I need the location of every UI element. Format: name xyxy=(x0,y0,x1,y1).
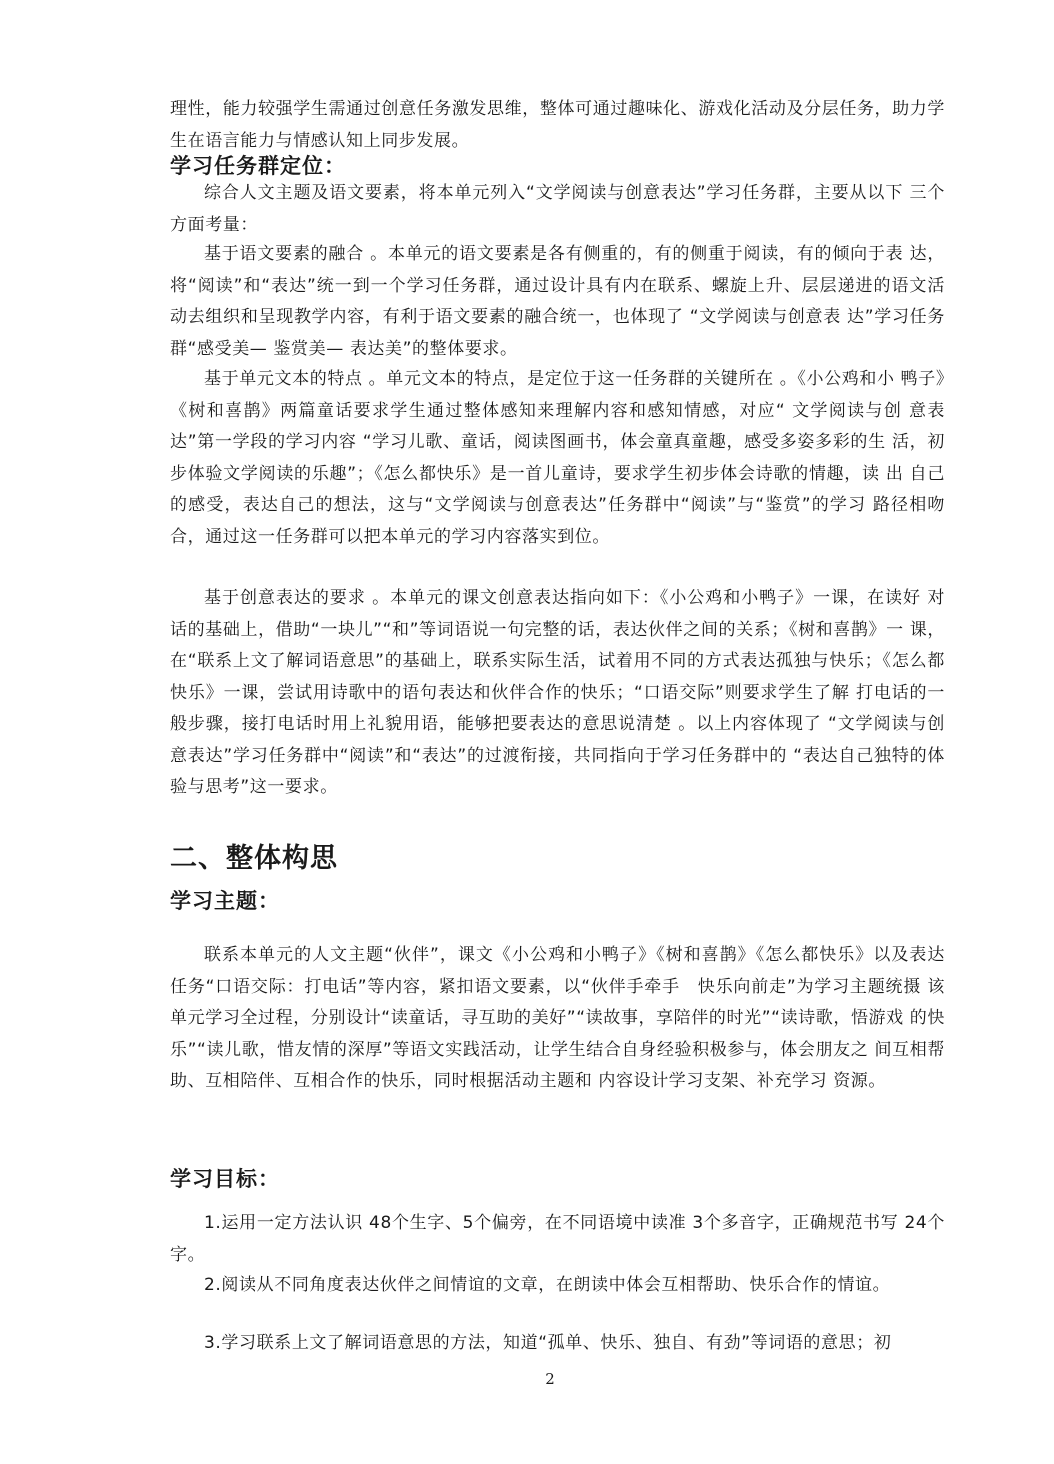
heading-task-group: 学习任务群定位： xyxy=(170,154,346,178)
goal-item-1: 1.运用一定方法认识 48个生字、5个偏旁，在不同语境中读准 3个多音字，正确规范书写 24个字。 xyxy=(170,1213,945,1265)
heading-learning-theme: 学习主题： xyxy=(170,889,280,913)
goal-item-2: 2.阅读从不同角度表达伙伴之间情谊的文章，在朗读中体会互相帮助、快乐合作的情谊。 xyxy=(204,1275,891,1295)
document-page xyxy=(170,0,945,1464)
page-number: 2 xyxy=(545,1370,555,1388)
paragraph-basis-texts: 基于单元文本的特点 。单元文本的特点，是定位于这一任务群的关键所在 。《小公鸡和小 鸭子》《树和喜鹊》两篇童话要求学生通过整体感知来理解内容和感知情感，对应“ 文学阅读与创 意表达”第一学段的学习内容 “学习儿歌、童话，阅读图画书，体会童真童趣，感受多姿多彩的生 活，初步体验文学阅读的乐趣”；《怎么都快乐》是一首儿童诗，要求学生初步体会诗歌的情趣，读 出 自己的感受，表达自己的想法，这与“文学阅读与创意表达”任务群中“阅读”与“鉴赏”的学习 路径相吻合，通过这一任务群可以把本单元的学习内容落实到位。 xyxy=(170,369,945,547)
intro-paragraph-tail: 理性，能力较强学生需通过创意任务激发思维，整体可通过趣味化、游戏化活动及分层任务，助力学生在语言能力与情感认知上同步发展。 xyxy=(170,99,945,151)
paragraph-learning-theme: 联系本单元的人文主题“伙伴”，课文《小公鸡和小鸭子》《树和喜鹊》《怎么都快乐》以及表达 任务“口语交际：打电话”等内容，紧扣语文要素，以“伙伴手牵手 快乐向前走”为学习主题统摄 该单元学习全过程，分别设计“读童话，寻互助的美好”“读故事，享陪伴的时光”“读诗歌，悟游戏 的快乐”“读儿歌，惜友情的深厚”等语文实践活动，让学生结合自身经验积极参与，体会朋友之 间互相帮助、互相陪伴、互相合作的快乐，同时根据活动主题和 内容设计学习支架、补充学习 资源。 xyxy=(170,945,945,1091)
paragraph-basis-expression: 基于创意表达的要求 。本单元的课文创意表达指向如下：《小公鸡和小鸭子》一课，在读好 对话的基础上，借助“一块儿”“和”等词语说一句完整的话，表达伙伴之间的关系；《树和喜鹊》一 课，在“联系上文了解词语意思”的基础上，联系实际生活，试着用不同的方式表达孤独与快乐；《怎么都快乐》一课，尝试用诗歌中的语句表达和伙伴合作的快乐；“口语交际”则要求学生了解 打电话的一般步骤，接打电话时用上礼貌用语，能够把要表达的意思说清楚 。以上内容体现了 “文学阅读与创意表达”学习任务群中“阅读”和“表达”的过渡衔接，共同指向于学习任务群中的 “表达自己独特的体验与思考”这一要求。 xyxy=(170,588,945,797)
goal-item-3: 3.学习联系上文了解词语意思的方法，知道“孤单、快乐、独自、有劲”等词语的意思；初 xyxy=(204,1333,892,1353)
heading-learning-goals: 学习目标： xyxy=(170,1167,280,1191)
paragraph-basis-elements: 基于语文要素的融合 。本单元的语文要素是各有侧重的，有的侧重于阅读，有的倾向于表 达，将“阅读”和“表达”统一到一个学习任务群，通过设计具有内在联系、螺旋上升、层层递进的语文活动去组织和呈现教学内容，有利于语文要素的融合统一，也体现了 “文学阅读与创意表 达”学习任务群“感受美— 鉴赏美— 表达美”的整体要求。 xyxy=(170,244,945,359)
section-heading-overall-design: 二、整体构思 xyxy=(170,843,338,874)
paragraph-task-group: 综合人文主题及语文要素，将本单元列入“文学阅读与创意表达”学习任务群，主要从以下 三个方面考量： xyxy=(170,183,945,235)
